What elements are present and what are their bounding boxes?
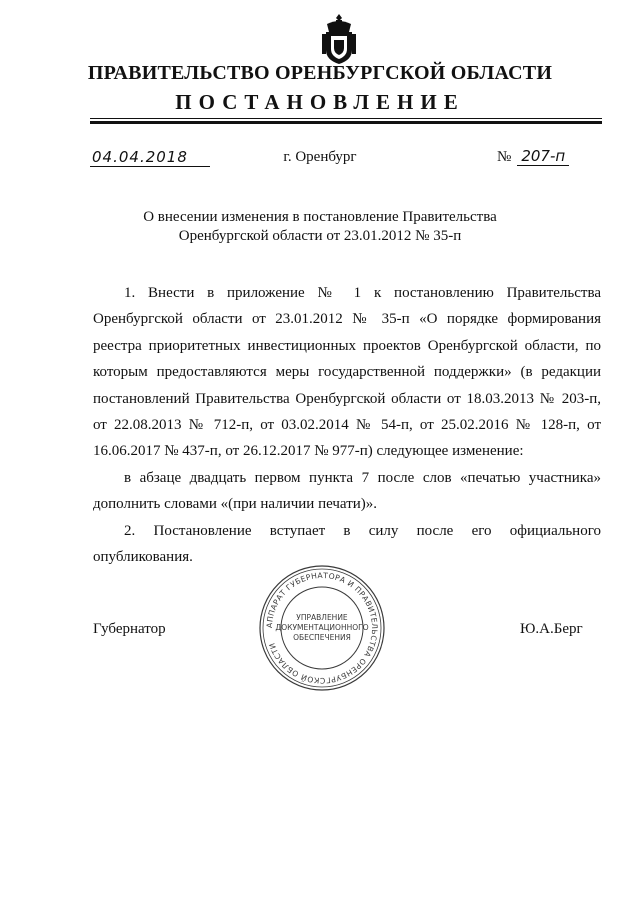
stamp-ring-text: АППАРАТ ГУБЕРНАТОРА И ПРАВИТЕЛЬСТВА ОРЕНБУРГСКОЙ ОБЛАСТИ [264,570,380,686]
official-stamp [257,563,387,693]
document-type-title: ПОСТАНОВЛЕНИЕ [175,90,465,114]
document-subject [0,208,640,246]
document-body [93,280,601,570]
number-prefix: № [497,149,512,165]
signatory-name: Ю.А.Берг [520,621,583,637]
body-paragraph-1: 1. Внести в приложение № 1 к постановлению Правительства Оренбургской области от 23.01.2012 № 35-п «О порядке формирования реестра приоритетных инвестиционных проектов Оренбургской области, по которым предоставляются меры государственной поддержки» (в редакции постановлений Правительства Оренбургской области от 18.03.2013 № 203-п, от 22.08.2013 № 712-п, от 03.02.2014 № 54-п, от 25.02.2016 № 128-п, от 16.06.2017 № 437-п, от 26.12.2017 № 977-п) следующее изменение: [93,285,601,460]
header-rule-thin [90,118,602,119]
stamp-line-1: УПРАВЛЕНИЕ [296,613,348,622]
subject-line-2: Оренбургской области от 23.01.2012 № 35-п [178,228,462,244]
stamp-line-2: ДОКУМЕНТАЦИОННОГО [275,623,369,632]
header-rule-thick [90,121,602,124]
stamp-line-3: ОБЕСПЕЧЕНИЯ [293,633,351,642]
document-date: 04.04.2018 [90,148,210,167]
document-city: г. Оренбург [283,149,357,165]
number-value: 207-п [517,147,569,166]
coat-of-arms-icon [322,12,356,66]
subject-line-1: О внесении изменения в постановление Правительства [143,209,497,225]
body-paragraph-2: в абзаце двадцать первом пункта 7 после слов «печатью участника» дополнить словами «(при наличии печати)». [93,469,601,513]
government-title: ПРАВИТЕЛЬСТВО ОРЕНБУРГСКОЙ ОБЛАСТИ [87,62,553,84]
document-number [497,147,569,166]
signatory-title: Губернатор [93,621,166,637]
body-paragraph-3: 2. Постановление вступает в силу после его официального опубликования. [93,522,601,566]
